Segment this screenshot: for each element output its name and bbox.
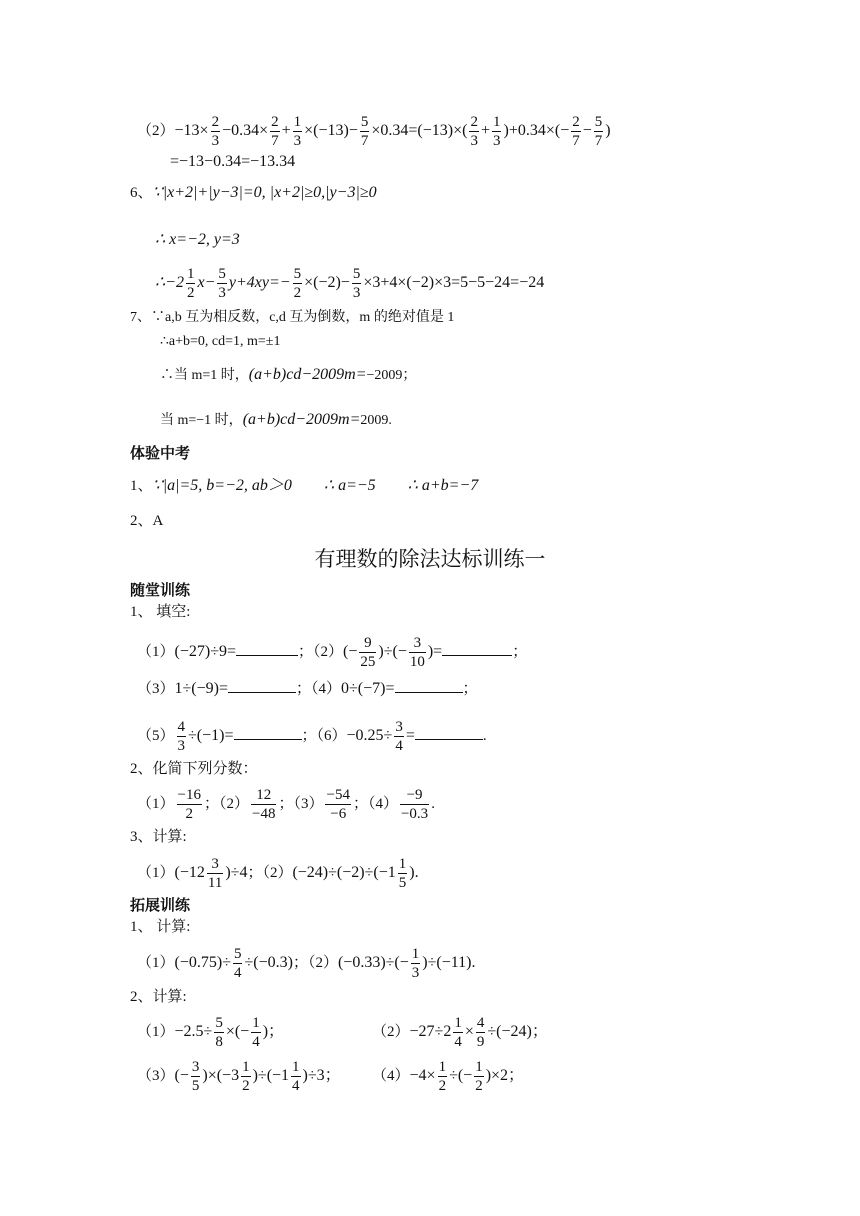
expr: )= <box>427 642 443 660</box>
practice-q3: 3、计算: <box>130 829 187 845</box>
fraction: $\frac{5}{3}$ <box>218 266 226 301</box>
label: （1） <box>137 1023 175 1040</box>
section-heading-extend: 拓展训练 <box>130 896 191 914</box>
label: （4） <box>372 1067 410 1084</box>
expr: −13× <box>174 121 209 139</box>
fraction: $\frac{-9}{-0.3}$ <box>400 787 429 822</box>
solution-7-line-2: ∴a+b=0, cd=1, m=±1 <box>160 334 281 349</box>
label: （2） <box>372 1023 410 1040</box>
expr: ×(−2)− <box>304 273 350 291</box>
expr: )÷4 <box>225 863 248 881</box>
expr: ×3+4×(−2)×3=5−5−24=−24 <box>363 273 545 291</box>
fraction: $\frac{5}{7}$ <box>360 114 369 149</box>
answer-blank[interactable] <box>442 641 512 656</box>
extend-q2: 2、计算: <box>130 989 187 1005</box>
fraction: $\frac{5}{2}$ <box>293 266 302 301</box>
label: ；（2） <box>247 864 293 881</box>
expr: ∵|a|=5, b=−2, ab＞0 <box>152 477 292 494</box>
expr: ). <box>409 863 419 881</box>
expr: 1÷(−9)= <box>174 680 228 697</box>
expr: )÷(− <box>378 642 407 660</box>
expr: (− <box>343 642 358 660</box>
label: ；（6） <box>301 727 347 744</box>
expr: (−27)÷9= <box>174 642 236 660</box>
label: 6、 <box>130 185 153 201</box>
expr: −0.34× <box>222 121 269 139</box>
expr: )÷(−11). <box>422 953 476 971</box>
answer-blank[interactable] <box>228 678 296 693</box>
answer-blank[interactable] <box>236 641 298 656</box>
extend-row-3-right <box>372 1058 524 1095</box>
expr: ÷(−24)； <box>487 1022 548 1040</box>
expr: (a+b)cd−2009m= <box>242 411 361 428</box>
fraction: $\frac{1}{3}$ <box>492 114 501 149</box>
label: 1、 <box>130 478 153 494</box>
expr: )+0.34×(− <box>503 121 570 139</box>
fraction: $\frac{1}{5}$ <box>398 856 407 891</box>
expr: )÷3； <box>302 1066 341 1084</box>
fraction: $\frac{12}{-48}$ <box>252 787 276 822</box>
fraction: $\frac{4}{3}$ <box>177 719 186 754</box>
fraction: $\frac{5}{3}$ <box>352 266 361 301</box>
expr: (−0.75)÷ <box>174 953 231 971</box>
label: ；（4） <box>296 681 342 697</box>
expr: −2.5÷ <box>174 1022 213 1040</box>
label: ；（4） <box>352 795 398 812</box>
solution-6-line-1 <box>130 182 377 204</box>
expr: (−0.33)÷(− <box>337 953 409 971</box>
label: （3） <box>137 1067 175 1084</box>
expr: )÷(−1 <box>252 1066 290 1084</box>
fraction: $\frac{-54}{-6}$ <box>326 787 350 822</box>
extend-row-2-right <box>372 1014 548 1051</box>
solution-2-line-2: =−13−0.34=−13.34 <box>170 153 296 170</box>
expr: (− <box>174 1066 189 1084</box>
expr: ∵|x+2|+|y−3|=0, |x+2|≥0,|y−3|≥0 <box>152 184 377 201</box>
fraction: $\frac{1}{2}$ <box>242 1059 250 1094</box>
expr: (−12 <box>174 863 205 881</box>
expr: −0.25÷ <box>346 726 393 744</box>
expr: )； <box>262 1022 285 1040</box>
fraction: $\frac{1}{2}$ <box>475 1059 483 1094</box>
label: ；（2） <box>292 954 338 971</box>
solution-7-line-4 <box>160 409 392 432</box>
practice-row-2 <box>137 678 478 700</box>
fraction: $\frac{2}{3}$ <box>470 114 478 149</box>
text: ∴当 m=1 时， <box>160 368 249 383</box>
fraction: $\frac{5}{8}$ <box>215 1015 223 1050</box>
expr: (−24)÷(−2)÷(−1 <box>292 863 396 881</box>
solution-7-line-1: 7、∵a,b 互为相反数，c,d 互为倒数，m 的绝对值是 1 <box>130 310 455 325</box>
label: . <box>482 727 487 744</box>
fraction: $\frac{2}{7}$ <box>572 114 580 149</box>
expr: )×(−3 <box>202 1066 240 1084</box>
label: （1） <box>137 795 175 812</box>
label: （3） <box>137 681 175 697</box>
expr: ∴ a+b=−7 <box>407 477 479 494</box>
fraction: $\frac{1}{2}$ <box>186 266 195 301</box>
expr: ∴−2 <box>155 273 184 291</box>
label: ；（2） <box>298 643 344 660</box>
expr: ×(−13)− <box>304 121 358 139</box>
label: （1） <box>137 643 175 660</box>
text: −2009； <box>366 368 417 383</box>
label: ；（3） <box>278 795 324 812</box>
label: （2） <box>137 122 175 139</box>
fraction: $\frac{1}{2}$ <box>438 1059 447 1094</box>
fraction: $\frac{1}{4}$ <box>252 1015 260 1050</box>
label: （1） <box>137 954 175 971</box>
expr: = <box>405 726 415 744</box>
fraction: $\frac{3}{5}$ <box>191 1059 200 1094</box>
text: 当 m=−1 时， <box>160 413 243 428</box>
practice-row-1 <box>137 634 527 671</box>
label: （5） <box>137 727 175 744</box>
solution-2-line-1 <box>137 113 611 150</box>
practice-q1: 1、 填空: <box>130 604 191 620</box>
expr: + <box>281 121 291 139</box>
expr: (a+b)cd−2009m= <box>248 366 367 383</box>
page-title: 有理数的除法达标训练一 <box>314 547 546 571</box>
answer-blank[interactable] <box>395 678 463 693</box>
answer-blank[interactable] <box>234 725 302 740</box>
exam-q2: 2、A <box>130 513 164 529</box>
section-heading-exam: 体验中考 <box>130 444 191 462</box>
extend-row-2-left <box>137 1014 284 1051</box>
expr: ∴ a=−5 <box>323 477 376 494</box>
section-heading-practice: 随堂训练 <box>130 581 191 599</box>
extend-row-1 <box>137 945 475 982</box>
fraction: $\frac{3}{11}$ <box>207 856 223 891</box>
extend-row-3-left <box>137 1058 341 1095</box>
fraction: $\frac{9}{25}$ <box>360 635 376 670</box>
solution-6-line-2: ∴ x=−2, y=3 <box>155 231 240 248</box>
answer-blank[interactable] <box>415 725 483 740</box>
expr: x− <box>197 273 216 291</box>
exam-q1 <box>130 475 478 497</box>
fraction: $\frac{1}{4}$ <box>454 1015 462 1050</box>
expr: ×0.34=(−13)×( <box>371 121 468 139</box>
fraction: $\frac{5}{7}$ <box>594 114 603 149</box>
practice-calc-row <box>137 855 419 892</box>
fraction: $\frac{3}{4}$ <box>395 719 403 754</box>
label: ； <box>462 681 478 697</box>
fraction: $\frac{-16}{2}$ <box>177 787 201 822</box>
expr: ) <box>605 121 611 139</box>
label: （1） <box>137 864 175 881</box>
expr: −27÷2 <box>409 1022 452 1040</box>
label: . <box>431 795 435 812</box>
fraction: $\frac{2}{3}$ <box>211 114 220 149</box>
solution-7-line-3 <box>160 364 416 387</box>
label: ；（2） <box>203 795 249 812</box>
expr: y+4xy=− <box>228 273 291 291</box>
expr: + <box>480 121 490 139</box>
expr: −4× <box>409 1066 436 1084</box>
practice-simplify-row <box>137 786 435 823</box>
expr: ÷(−1)= <box>188 726 234 744</box>
solution-6-line-3 <box>155 265 544 302</box>
expr: ×(− <box>225 1022 250 1040</box>
extend-q1: 1、 计算: <box>130 919 191 935</box>
fraction: $\frac{1}{4}$ <box>292 1059 300 1094</box>
expr: ÷(− <box>449 1066 473 1084</box>
practice-row-3 <box>137 718 487 755</box>
practice-q2: 2、化简下列分数： <box>130 761 258 777</box>
expr: ÷(−0.3) <box>244 953 293 971</box>
fraction: $\frac{5}{4}$ <box>233 946 242 981</box>
expr: 0÷(−7)= <box>341 680 395 697</box>
expr: × <box>464 1022 474 1040</box>
label: ； <box>512 643 528 660</box>
fraction: $\frac{4}{9}$ <box>476 1015 485 1050</box>
fraction: $\frac{1}{3}$ <box>293 114 302 149</box>
fraction: $\frac{1}{3}$ <box>411 946 420 981</box>
text: 2009. <box>360 413 392 428</box>
expr: )×2； <box>485 1066 525 1084</box>
fraction: $\frac{2}{7}$ <box>271 114 279 149</box>
expr: − <box>582 121 592 139</box>
fraction: $\frac{3}{10}$ <box>409 635 425 670</box>
